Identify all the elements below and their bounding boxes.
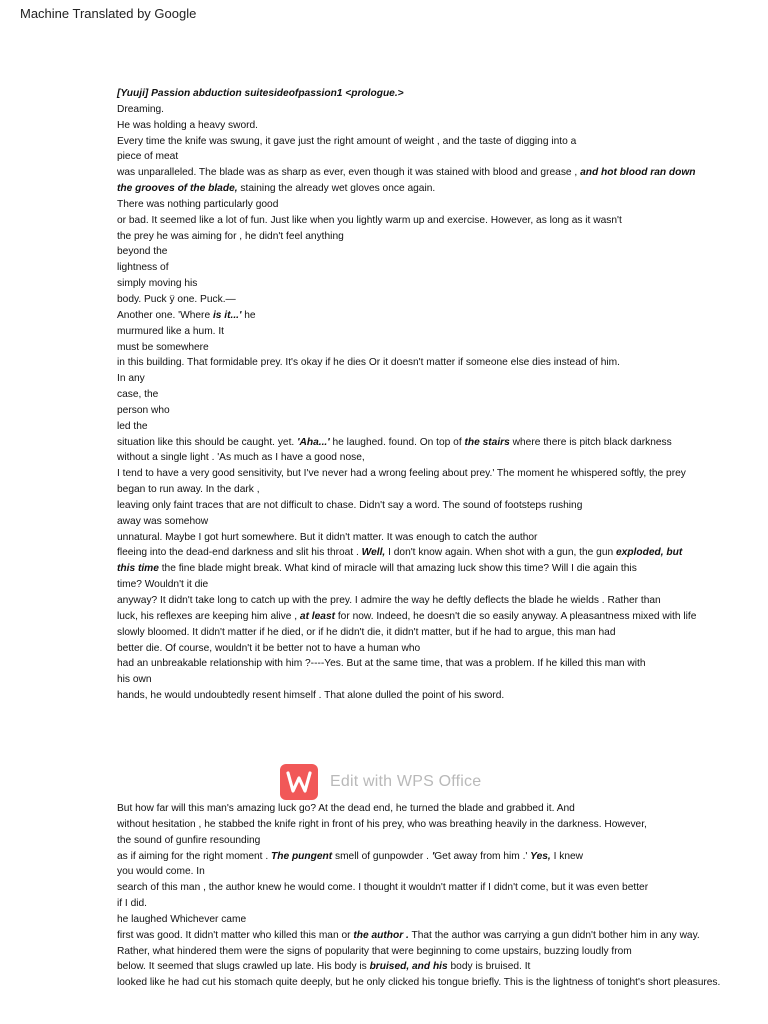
text-line: [117, 260, 762, 276]
text-line: [117, 419, 762, 435]
emphasis-span: bruised, and his: [369, 961, 448, 973]
text-span: or bad. It seemed like a lot of fun. Just like when you lightly warm up and exercise. However, as long as it wasn't: [117, 214, 622, 226]
text-line: [117, 514, 762, 530]
text-span: situation like this should be caught. yet.: [117, 436, 298, 448]
emphasis-span: [Yuuji] Passion abduction suitesideofpassion1 <prologue.>: [117, 88, 404, 99]
text-span: the prey he was aiming for , he didn't feel anything: [117, 230, 344, 242]
text-span: began to run away. In the dark ,: [117, 484, 260, 496]
emphasis-span: exploded, but: [616, 547, 683, 559]
text-line: [117, 688, 762, 704]
text-block-top: [117, 86, 762, 704]
translation-header: Machine Translated by Google: [20, 6, 197, 21]
text-line: [117, 102, 762, 118]
text-line: [117, 577, 762, 593]
emphasis-span: The pungent: [271, 850, 333, 862]
text-span: time? Wouldn't it die: [117, 579, 209, 591]
text-span: hands, he would undoubtedly resent himself . That alone dulled the point of his sword.: [117, 690, 505, 702]
text-span: I knew: [550, 850, 584, 862]
text-block-bottom: [117, 801, 762, 991]
text-span: better die. Of course, wouldn't it be better not to have a human who: [117, 642, 421, 654]
text-line: [117, 593, 762, 609]
text-line: [117, 864, 762, 880]
text-span: Dreaming.: [117, 103, 164, 115]
text-line: [117, 213, 762, 229]
wps-watermark: [280, 764, 481, 800]
text-span: I don't know again. When shot with a gun, the gun: [385, 547, 616, 559]
text-span: where there is pitch black darkness: [509, 436, 672, 448]
text-span: case, the: [117, 389, 159, 401]
text-span: luck, his reflexes are keeping him alive ,: [117, 610, 300, 622]
text-line: [117, 324, 762, 340]
text-span: the sound of gunfire resounding: [117, 834, 261, 846]
text-span: first was good. It didn't matter who killed this man or: [117, 929, 354, 941]
text-span: But how far will this man's amazing luck go? At the dead end, he turned the blade and grabbed it. And: [117, 803, 575, 814]
text-line: [117, 849, 762, 865]
text-span: beyond the: [117, 246, 168, 258]
text-span: away was somehow: [117, 515, 209, 527]
text-line: [117, 118, 762, 134]
text-span: he: [241, 309, 256, 321]
text-line: [117, 466, 762, 482]
text-span: unnatural. Maybe I got hurt somewhere. But it didn't matter. It was enough to catch the author: [117, 531, 538, 543]
emphasis-span: the stairs: [464, 436, 510, 448]
text-span: led the: [117, 420, 148, 432]
text-line: [117, 276, 762, 292]
text-span: piece of meat: [117, 151, 179, 163]
text-span: Another one. 'Where: [117, 309, 213, 321]
text-line: [117, 435, 762, 451]
text-span: Get away from him .': [434, 850, 531, 862]
text-span: without a single light . 'As much as I have a good nose,: [117, 452, 365, 464]
text-span: lightness of: [117, 262, 169, 274]
text-line: [117, 149, 762, 165]
text-line: [117, 181, 762, 197]
text-span: He was holding a heavy sword.: [117, 119, 259, 131]
text-span: smell of gunpowder .: [332, 850, 432, 862]
text-line: [117, 244, 762, 260]
text-span: That the author was carrying a gun didn't bother him in any way.: [408, 929, 700, 941]
text-line: [117, 561, 762, 577]
text-span: you would come. In: [117, 866, 205, 878]
text-line: [117, 229, 762, 245]
text-line: [117, 625, 762, 641]
text-span: Rather, what hindered them were the signs of popularity that were beginning to come upstairs, buzzing loudly from: [117, 945, 632, 957]
emphasis-span: and hot blood ran down: [580, 167, 696, 179]
text-span: his own: [117, 674, 152, 686]
text-span: fleeing into the dead-end darkness and slit his throat .: [117, 547, 362, 559]
text-span: anyway? It didn't take long to catch up with the prey. I admire the way he deftly deflects the blade he wields . Rather than: [117, 595, 661, 606]
text-span: leaving only faint traces that are not difficult to chase. Didn't say a word. The sound of footsteps rushing: [117, 499, 583, 511]
text-span: body is bruised. It: [447, 961, 531, 973]
text-line: [117, 545, 762, 561]
text-span: There was nothing particularly good: [117, 198, 279, 210]
emphasis-span: at least: [299, 610, 336, 622]
text-line: [117, 86, 762, 102]
text-line: [117, 530, 762, 546]
emphasis-span: the author .: [353, 929, 409, 941]
text-line: [117, 387, 762, 403]
text-span: In any: [117, 373, 145, 385]
text-span: he laughed. found. On top of: [329, 436, 465, 448]
emphasis-span: 'Aha...': [297, 436, 330, 448]
text-line: [117, 340, 762, 356]
text-line: [117, 672, 762, 688]
text-span: must be somewhere: [117, 341, 209, 353]
text-span: murmured like a hum. It: [117, 325, 225, 337]
text-line: [117, 641, 762, 657]
emphasis-span: this time: [117, 563, 159, 575]
text-line: [117, 959, 762, 975]
text-span: search of this man , the author knew he would come. I thought it wouldn't matter if I didn't come, but it was even better: [117, 882, 649, 894]
emphasis-span: is it...': [212, 309, 242, 321]
text-line: [117, 498, 762, 514]
text-line: [117, 308, 762, 324]
text-line: [117, 912, 762, 928]
emphasis-span: Well,: [361, 547, 386, 559]
emphasis-span: ': [431, 850, 435, 862]
text-line: [117, 833, 762, 849]
text-span: simply moving his: [117, 278, 198, 290]
text-span: in this building. That formidable prey. It's okay if he dies Or it doesn't matter if someone else dies instead of him.: [117, 357, 620, 369]
text-span: I tend to have a very good sensitivity, but I've never had a wrong feeling about prey.' The moment he whispered softly, the prey: [117, 468, 686, 480]
text-span: the fine blade might break. What kind of miracle will that amazing luck show this time? Will I die again this: [158, 563, 637, 575]
text-line: [117, 355, 762, 371]
wps-logo-icon: [280, 764, 318, 800]
emphasis-span: Yes,: [530, 850, 551, 862]
text-line: [117, 197, 762, 213]
text-line: [117, 880, 762, 896]
text-line: [117, 371, 762, 387]
text-line: [117, 801, 762, 817]
text-line: [117, 403, 762, 419]
text-span: slowly bloomed. It didn't matter if he died, or if he didn't die, it didn't matter, but if he had to argue, this man had: [117, 626, 616, 638]
text-line: [117, 292, 762, 308]
text-span: if I did.: [117, 898, 148, 910]
text-line: [117, 609, 762, 625]
text-span: was unparalleled. The blade was as sharp as ever, even though it was stained with blood and grease ,: [117, 167, 581, 179]
text-line: [117, 134, 762, 150]
text-line: [117, 656, 762, 672]
text-span: as if aiming for the right moment .: [117, 850, 272, 862]
text-line: [117, 450, 762, 466]
text-span: for now. Indeed, he doesn't die so easily anyway. A pleasantness mixed with life: [335, 610, 697, 622]
text-span: he laughed Whichever came: [117, 913, 247, 925]
text-span: without hesitation , he stabbed the knife right in front of his prey, who was breathing heavily in the darkness. However,: [117, 818, 647, 830]
text-line: [117, 896, 762, 912]
text-span: staining the already wet gloves once again.: [237, 183, 436, 195]
text-span: below. It seemed that slugs crawled up late. His body is: [117, 961, 370, 973]
text-line: [117, 482, 762, 498]
text-span: body. Puck ÿ one. Puck.—: [117, 293, 236, 305]
text-span: Every time the knife was swung, it gave just the right amount of weight , and the taste of digging into a: [117, 135, 577, 147]
text-span: looked like he had cut his stomach quite deeply, but he only clicked his tongue briefly. This is the lightness of tonight's short pleasures.: [117, 977, 721, 989]
text-line: [117, 165, 762, 181]
text-line: [117, 928, 762, 944]
text-line: [117, 975, 762, 991]
text-line: [117, 944, 762, 960]
text-span: person who: [117, 404, 170, 416]
text-span: had an unbreakable relationship with him ?----Yes. But at the same time, that was a problem. If he killed this man with: [117, 658, 646, 670]
text-line: [117, 817, 762, 833]
emphasis-span: the grooves of the blade,: [117, 183, 238, 195]
wps-watermark-text: Edit with WPS Office: [330, 773, 482, 790]
